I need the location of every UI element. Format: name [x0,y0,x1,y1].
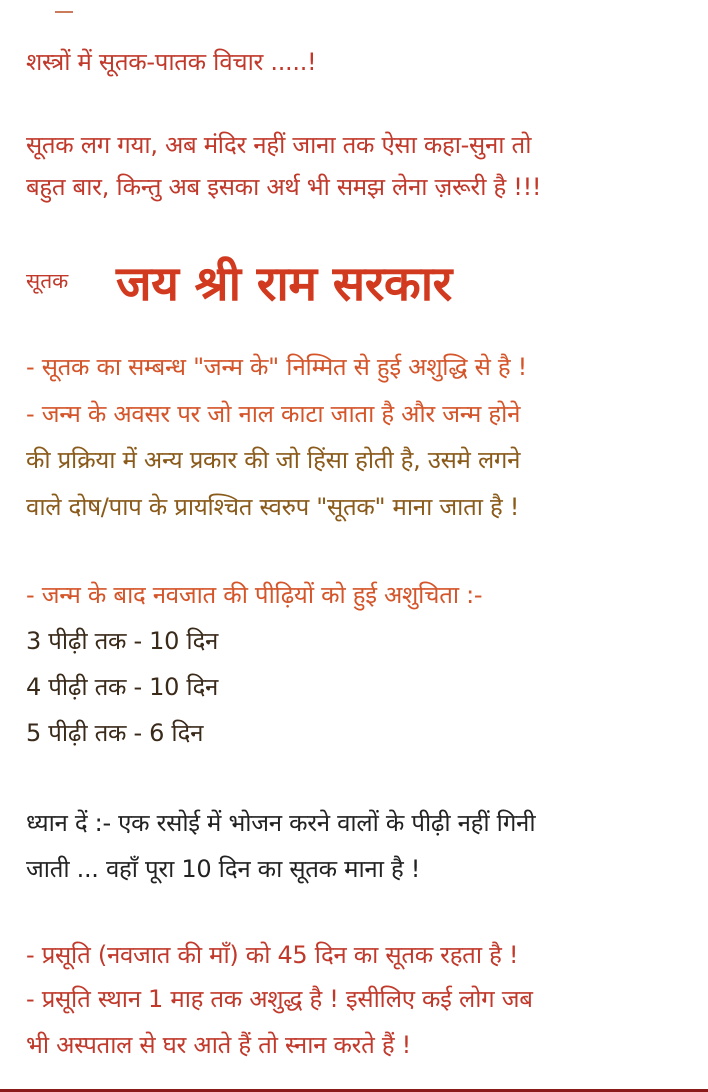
generation-item-3: 5 पीढ़ी तक - 6 दिन [26,719,204,747]
para1-line-2: - जन्म के अवसर पर जो नाल काटा जाता है और जन्म होने [26,400,521,428]
sutak-label: सूतक [26,269,69,293]
page-title: शस्त्रों में सूतक-पातक विचार .....! [26,48,317,76]
para4-line-3: भी अस्पताल से घर आते हैं तो स्नान करते हैं ! [26,1031,411,1059]
para1-line-1: - सूतक का सम्बन्ध "जन्म के" निम्मित से हुई अशुद्धि से है ! [26,353,527,381]
para1-line-3: की प्रक्रिया में अन्य प्रकार की जो हिंसा होती है, उसमे लगने [26,446,521,474]
para3-line-2: जाती ... वहाँ पूरा 10 दिन का सूतक माना है ! [26,855,421,883]
generation-item-1: 3 पीढ़ी तक - 10 दिन [26,627,219,655]
top-dash-mark [55,11,73,13]
intro-line-2: बहुत बार, किन्तु अब इसका अर्थ भी समझ लेना ज़रूरी है !!! [26,173,542,201]
para2-heading: - जन्म के बाद नवजात की पीढ़ियों को हुई अशुचिता :- [26,581,483,609]
para4-line-1: - प्रसूति (नवजात की माँ) को 45 दिन का सूतक रहता है ! [26,941,519,969]
para1-line-4: वाले दोष/पाप के प्रायश्चित स्वरुप "सूतक" माना जाता है ! [26,493,520,521]
generation-item-2: 4 पीढ़ी तक - 10 दिन [26,673,219,701]
para4-line-2: - प्रसूति स्थान 1 माह तक अशुद्ध है ! इसीलिए कई लोग जब [26,985,533,1013]
intro-line-1: सूतक लग गया, अब मंदिर नहीं जाना तक ऐसा कहा-सुना तो [26,131,532,159]
para3-line-1: ध्यान दें :- एक रसोई में भोजन करने वालों के पीढ़ी नहीं गिनी [26,809,536,837]
jai-shri-ram-banner: जय श्री राम सरकार [116,256,452,312]
